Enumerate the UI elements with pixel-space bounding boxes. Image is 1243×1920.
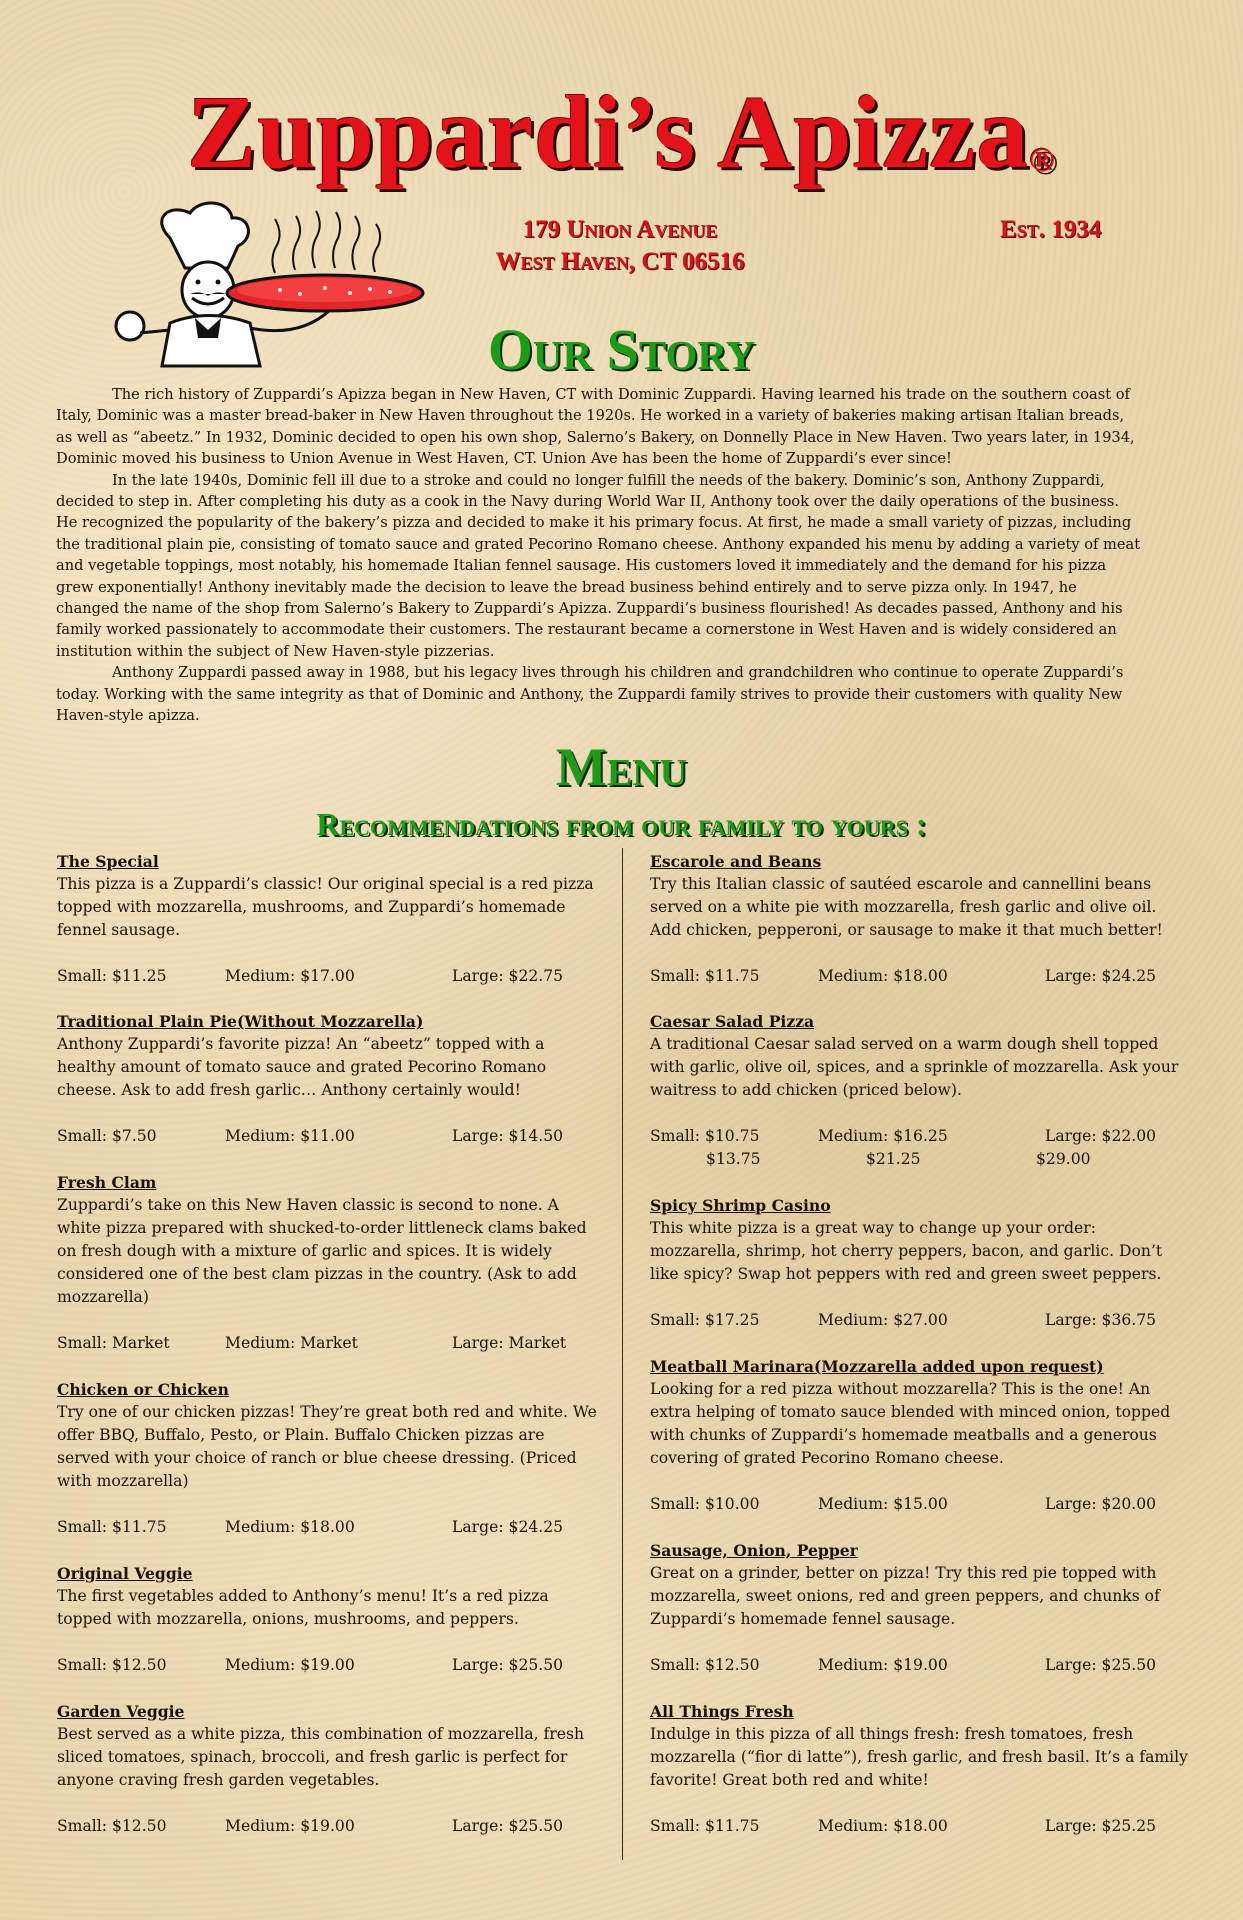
price-medium: Medium: $19.00	[225, 1656, 355, 1674]
price-small: Small: $11.75	[650, 1817, 760, 1835]
item-name: Chicken or Chicken	[57, 1380, 229, 1399]
item-prices	[57, 1125, 597, 1148]
item-description: Try one of our chicken pizzas! They’re great both red and white. We offer BBQ, Buffalo, Pesto, or Plain. Buffalo Chicken pizzas are served with your choice of ranch or blue cheese dressing. (Priced with mozzarella)	[57, 1403, 597, 1490]
price-large: Large: $22.00	[1045, 1127, 1157, 1145]
price-small: Small: $17.25	[650, 1311, 760, 1329]
price-small: Small: $11.75	[57, 1518, 167, 1536]
address-line-2: West Haven, CT 06516	[495, 248, 745, 275]
item-description: A traditional Caesar salad served on a warm dough shell topped with garlic, olive oil, spices, and a sprinkle of mozzarella. Ask your waitress to add chicken (priced below).	[650, 1035, 1179, 1099]
menu-item-chicken-or-chicken	[57, 1378, 597, 1539]
item-name: Spicy Shrimp Casino	[650, 1196, 831, 1215]
item-prices	[57, 1332, 597, 1355]
menu-item-the-special	[57, 850, 597, 988]
price-medium: Medium: $18.00	[818, 967, 948, 985]
price-small-chicken: $13.75	[706, 1150, 761, 1168]
price-large: Large: $25.50	[1045, 1656, 1157, 1674]
restaurant-title: Zuppardi’s Apizza®	[187, 75, 1056, 190]
menu-item-original-veggie	[57, 1562, 597, 1677]
menu-item-traditional-plain-pie	[57, 1010, 597, 1148]
item-name: Original Veggie	[57, 1564, 193, 1583]
price-medium: Medium: $16.25	[818, 1127, 948, 1145]
recommendations-heading: Recommendations from our family to yours :	[316, 806, 927, 842]
item-description: This pizza is a Zuppardi’s classic! Our original special is a red pizza topped with mozzarella, mushrooms, and Zuppardi’s homemade fennel sausage.	[57, 875, 594, 939]
price-medium: Medium: $17.00	[225, 967, 355, 985]
price-medium: Medium: $27.00	[818, 1311, 948, 1329]
established-year: Est. 1934	[1000, 216, 1102, 243]
item-description: Great on a grinder, better on pizza! Try this red pie topped with mozzarella, sweet onions, red and green peppers, and chunks of Zuppardi’s homemade fennel sausage.	[650, 1564, 1160, 1628]
item-name: Meatball Marinara(Mozzarella added upon request)	[650, 1357, 1104, 1376]
story-heading: Our Story	[487, 317, 756, 382]
address	[440, 214, 800, 278]
price-large: Large: $14.50	[452, 1127, 564, 1145]
item-description: Anthony Zuppardi’s favorite pizza! An “abeetz” topped with a healthy amount of tomato sauce and grated Pecorino Romano cheese. Ask to add fresh garlic… Anthony certainly would!	[57, 1035, 547, 1099]
price-large: Large: $20.00	[1045, 1495, 1157, 1513]
item-prices	[650, 1815, 1190, 1838]
item-description: The first vegetables added to Anthony’s menu! It’s a red pizza topped with mozzarella, onions, mushrooms, and peppers.	[57, 1587, 549, 1628]
menu-heading: Menu	[555, 737, 688, 797]
item-name: Sausage, Onion, Pepper	[650, 1541, 858, 1560]
price-small: Small: $11.25	[57, 967, 167, 985]
menu-item-all-things-fresh	[650, 1700, 1190, 1838]
item-description: Looking for a red pizza without mozzarella? This is the one! An extra helping of tomato sauce blended with minced onion, topped with chunks of Zuppardi’s homemade meatballs and a generous covering of grated Pecorino Romano cheese.	[650, 1380, 1171, 1467]
item-name: The Special	[57, 852, 159, 871]
price-large: Large: $25.50	[452, 1817, 564, 1835]
story-paragraph: The rich history of Zuppardi’s Apizza began in New Haven, CT with Dominic Zuppardi. Having learned his trade on the southern coast of Italy, Dominic was a master bread-baker in New Haven throughout the 1920s. He worked in a variety of bakeries making artisan Italian breads, as well as “abeetz.” In 1932, Dominic decided to open his own shop, Salerno’s Bakery, on Donnelly Place in New Haven. Two years later, in 1934, Dominic moved his business to Union Avenue in West Haven, CT. Union Ave has been the home of Zuppardi’s ever since!	[56, 386, 1135, 468]
price-large: Large: $25.50	[452, 1656, 564, 1674]
item-prices	[650, 1309, 1190, 1332]
price-large: Large: Market	[452, 1334, 567, 1352]
item-name: All Things Fresh	[650, 1702, 794, 1721]
item-description: Zuppardi’s take on this New Haven classic is second to none. A white pizza prepared with shucked-to-order littleneck clams baked on fresh dough with a mixture of garlic and spices. It is widely considered one of the best clam pizzas in the country. (Ask to add mozzarella)	[57, 1196, 587, 1306]
registered-mark: ®	[1029, 142, 1056, 179]
price-small: Small: $7.50	[57, 1127, 157, 1145]
price-small: Small: $11.75	[650, 967, 760, 985]
price-small: Small: $12.50	[650, 1656, 760, 1674]
item-name: Caesar Salad Pizza	[650, 1012, 815, 1031]
price-small: Small: $10.00	[650, 1495, 760, 1513]
price-small: Small: $12.50	[57, 1817, 167, 1835]
story-paragraph: Anthony Zuppardi passed away in 1988, but his legacy lives through his children and grandchildren who continue to operate Zuppardi’s today. Working with the same integrity as that of Dominic and Anthony, the Zuppardi family strives to provide their customers with quality New Haven-style apizza.	[56, 664, 1124, 725]
item-description: Try this Italian classic of sautéed escarole and cannellini beans served on a white pie with mozzarella, fresh garlic and olive oil. Add chicken, pepperoni, or sausage to make it that much better!	[650, 875, 1163, 939]
column-divider	[622, 848, 623, 1860]
item-name: Traditional Plain Pie(Without Mozzarella)	[57, 1012, 424, 1031]
price-medium: Medium: $18.00	[225, 1518, 355, 1536]
story-paragraph: In the late 1940s, Dominic fell ill due to a stroke and could no longer fulfill the needs of the bakery. Dominic’s son, Anthony Zuppardi, decided to step in. After completing his duty as a cook in the Navy during World War II, Anthony took over the daily operations of the business. He recognized the popularity of the bakery’s pizza and decided to make it his primary focus. At first, he made a small variety of pizzas, including the traditional plain pie, consisting of tomato sauce and grated Pecorino Romano cheese. Anthony expanded his menu by adding a variety of meat and vegetable toppings, most notably, his homemade Italian fennel sausage. His customers loved it immediately and the demand for his pizza grew exponentially! Anthony inevitably made the decision to leave the bread business behind entirely and to serve pizza only. In 1947, he changed the name of the shop from Salerno’s Bakery to Zuppardi’s Apizza. Zuppardi’s business flourished! As decades passed, Anthony and his family worked passionately to accommodate their customers. The restaurant became a cornerstone in West Haven and is widely considered an institution within the subject of New Haven-style pizzerias.	[56, 471, 1141, 660]
item-name: Fresh Clam	[57, 1173, 157, 1192]
item-prices	[57, 1815, 597, 1838]
menu-item-sausage-onion-pepper	[650, 1539, 1190, 1677]
item-prices	[650, 965, 1190, 988]
menu-item-meatball-marinara	[650, 1355, 1190, 1516]
price-small: Small: Market	[57, 1334, 170, 1352]
price-large: Large: $22.75	[452, 967, 564, 985]
item-prices	[57, 1516, 597, 1539]
price-medium: Medium: $19.00	[818, 1656, 948, 1674]
price-large-chicken: $29.00	[1036, 1150, 1091, 1168]
menu-item-spicy-shrimp-casino	[650, 1194, 1190, 1332]
item-prices	[650, 1125, 1190, 1148]
price-large: Large: $24.25	[452, 1518, 564, 1536]
item-name: Garden Veggie	[57, 1702, 185, 1721]
menu-item-caesar-salad-pizza	[650, 1010, 1190, 1171]
item-name: Escarole and Beans	[650, 852, 822, 871]
price-medium-chicken: $21.25	[866, 1150, 921, 1168]
story-text	[56, 384, 1142, 727]
item-prices-with-chicken	[650, 1148, 1190, 1171]
address-line-1: 179 Union Avenue	[522, 216, 718, 243]
price-medium: Medium: $15.00	[818, 1495, 948, 1513]
price-small: Small: $12.50	[57, 1656, 167, 1674]
item-prices	[57, 965, 597, 988]
price-large: Large: $36.75	[1045, 1311, 1157, 1329]
price-small: Small: $10.75	[650, 1127, 760, 1145]
menu-item-escarole-and-beans	[650, 850, 1190, 988]
price-large: Large: $25.25	[1045, 1817, 1157, 1835]
item-description: Indulge in this pizza of all things fresh: fresh tomatoes, fresh mozzarella (“fior di latte”), fresh garlic, and fresh basil. It’s a family favorite! Great both red and white!	[650, 1725, 1188, 1789]
price-medium: Medium: Market	[225, 1334, 358, 1352]
item-prices	[57, 1654, 597, 1677]
item-description: Best served as a white pizza, this combination of mozzarella, fresh sliced tomatoes, spinach, broccoli, and fresh garlic is perfect for anyone craving fresh garden vegetables.	[57, 1725, 585, 1789]
price-medium: Medium: $11.00	[225, 1127, 355, 1145]
item-description: This white pizza is a great way to change up your order: mozzarella, shrimp, hot cherry peppers, bacon, and garlic. Don’t like spicy? Swap hot peppers with red and green sweet peppers.	[650, 1219, 1163, 1283]
price-medium: Medium: $19.00	[225, 1817, 355, 1835]
item-prices	[650, 1493, 1190, 1516]
menu-item-garden-veggie	[57, 1700, 597, 1838]
item-prices	[650, 1654, 1190, 1677]
price-medium: Medium: $18.00	[818, 1817, 948, 1835]
price-large: Large: $24.25	[1045, 967, 1157, 985]
menu-item-fresh-clam	[57, 1171, 597, 1355]
